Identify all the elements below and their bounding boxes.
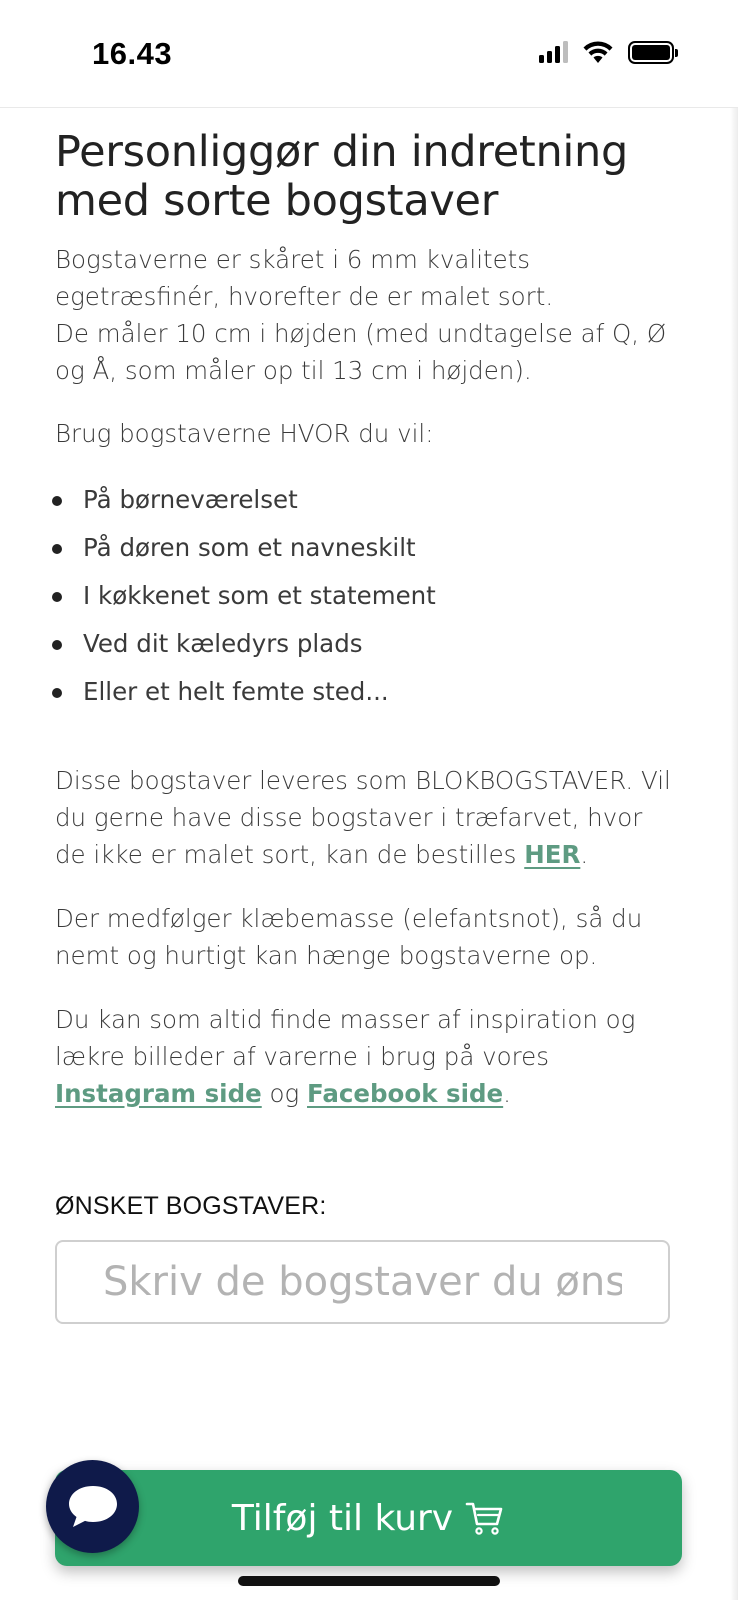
bullet-icon	[52, 640, 62, 650]
blockletters-paragraph	[55, 762, 675, 873]
status-time: 16.43	[92, 36, 173, 71]
list-item	[55, 572, 675, 620]
list-item-text: På børneværelset	[83, 485, 298, 514]
letters-field-label: ØNSKET BOGSTAVER:	[55, 1192, 327, 1220]
facebook-link[interactable]: Facebook side	[307, 1079, 504, 1108]
cart-icon	[465, 1500, 505, 1536]
list-item-text: Ved dit kæledyrs plads	[83, 629, 363, 658]
inspiration-paragraph	[55, 1001, 675, 1112]
product-description	[55, 128, 675, 1324]
bullet-icon	[52, 496, 62, 506]
product-title: Personliggør din indretning med sorte bogstaver	[55, 127, 628, 226]
list-item-text: På døren som et navneskilt	[83, 533, 416, 562]
description-line-1: Bogstaverne er skåret i 6 mm kvalitets egetræsfinér, hvorefter de er malet sort.	[55, 245, 554, 311]
chat-bubble-icon	[67, 1483, 119, 1531]
list-item-text: I køkkenet som et statement	[83, 581, 436, 610]
battery-icon	[628, 41, 674, 64]
blockletters-text: Disse bogstaver leveres som BLOKBOGSTAVER. Vil du gerne have disse bogstaver i træfarvet, hvor de ikke er malet sort, kan de bestilles	[55, 766, 671, 869]
list-item-text: Eller et helt femte sted...	[83, 677, 389, 706]
inspiration-text: Du kan som altid finde masser af inspiration og lækre billeder af varerne i brug på vores	[55, 1005, 636, 1071]
status-bar	[0, 0, 738, 108]
inspiration-text-mid: og	[261, 1079, 308, 1108]
add-to-cart-label: Tilføj til kurv	[231, 1497, 454, 1539]
uses-list	[55, 476, 675, 716]
list-item	[55, 524, 675, 572]
description-line-2: De måler 10 cm i højden (med undtagelse af Q, Ø og Å, som måler op til 13 cm i højden).	[55, 319, 667, 385]
list-item	[55, 476, 675, 524]
description-paragraph	[55, 241, 675, 389]
list-item	[55, 620, 675, 668]
bullet-icon	[52, 544, 62, 554]
list-item	[55, 668, 675, 716]
chat-button[interactable]	[46, 1460, 139, 1553]
bullet-icon	[52, 592, 62, 602]
home-indicator	[238, 1576, 500, 1586]
scroll-edge	[730, 108, 738, 1600]
glue-paragraph: Der medfølger klæbemasse (elefantsnot), så du nemt og hurtigt kan hænge bogstaverne op.	[55, 904, 643, 970]
wifi-icon	[582, 40, 614, 64]
blockletters-text-end: .	[580, 840, 589, 869]
bullet-icon	[52, 688, 62, 698]
signal-icon	[539, 41, 568, 63]
letters-input[interactable]	[55, 1240, 670, 1324]
inspiration-text-end: .	[503, 1079, 511, 1108]
status-icons	[539, 40, 674, 64]
her-link[interactable]: HER	[524, 840, 581, 869]
uses-intro: Brug bogstaverne HVOR du vil:	[55, 419, 434, 448]
add-to-cart-button[interactable]	[55, 1470, 682, 1566]
instagram-link[interactable]: Instagram side	[55, 1079, 262, 1108]
